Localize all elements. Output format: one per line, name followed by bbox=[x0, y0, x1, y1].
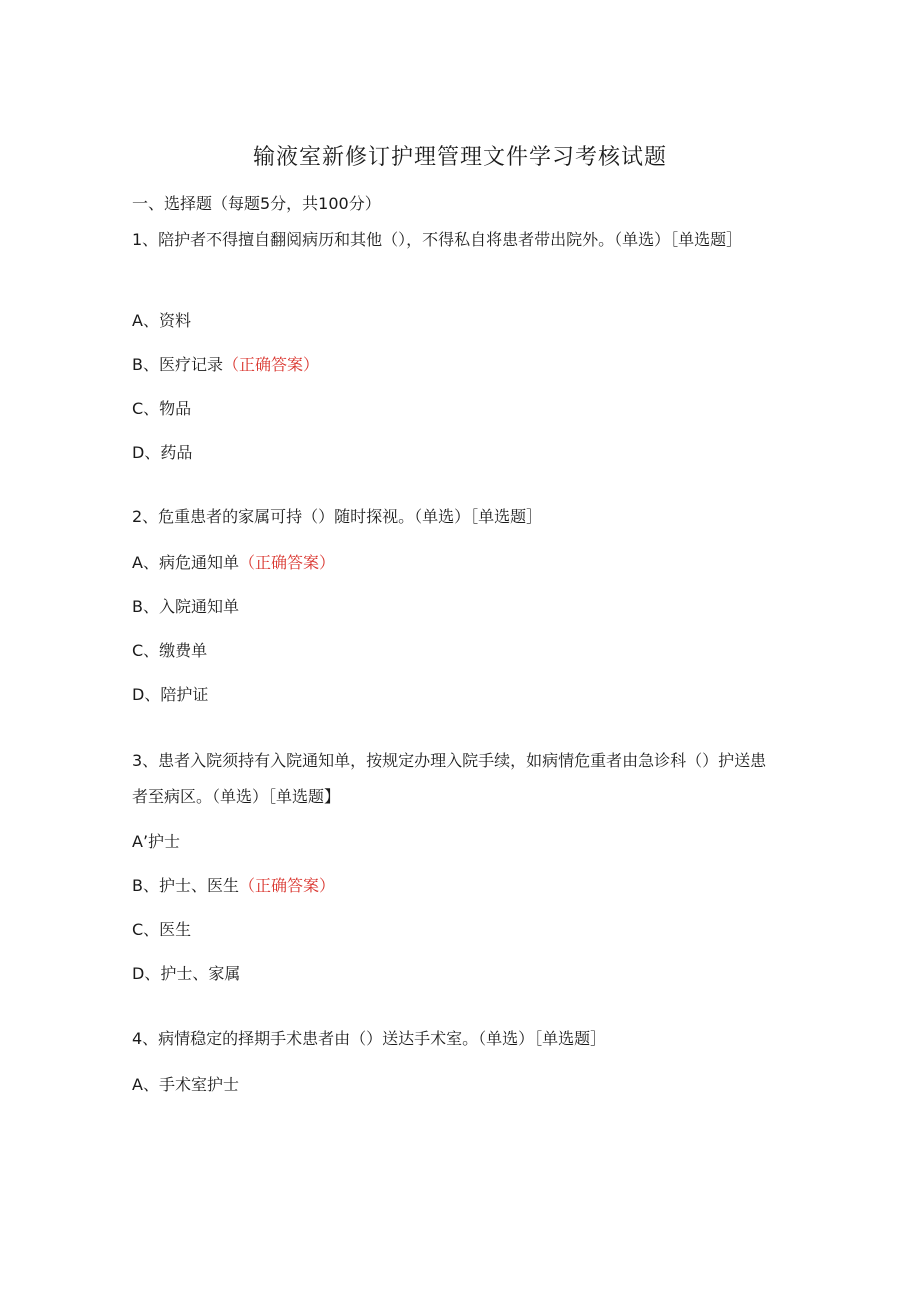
exam-title: 输液室新修订护理管理文件学习考核试题 bbox=[252, 145, 667, 170]
question-2-option-b: B、入院通知单 bbox=[132, 597, 239, 616]
section-heading: 一、选择题（每题5分，共100分） bbox=[132, 194, 381, 213]
question-1-option-d: D、药品 bbox=[132, 443, 193, 462]
question-2-option-d: D、陪护证 bbox=[132, 685, 209, 704]
question-3-option-a: A’护士 bbox=[132, 832, 181, 851]
question-3-option-b: B、护士、医生（正确答案） bbox=[132, 876, 335, 895]
question-3-option-d: D、护士、家属 bbox=[132, 964, 241, 983]
correct-answer-mark: （正确答案） bbox=[238, 876, 335, 895]
question-2-option-a: A、病危通知单（正确答案） bbox=[132, 553, 335, 572]
question-2-option-c: C、缴费单 bbox=[132, 641, 208, 660]
question-4-text: 4、病情稳定的择期手术患者由（）送达手术室。（单选）［单选题］ bbox=[132, 1029, 607, 1048]
question-3-option-c: C、医生 bbox=[132, 920, 192, 939]
question-1-option-a: A、资料 bbox=[132, 311, 191, 330]
question-3-text: 3、患者入院须持有入院通知单，按规定办理入院手续，如病情危重者由急诊科（）护送患者至病区。（单选）［单选题】 bbox=[132, 751, 767, 806]
correct-answer-mark: （正确答案） bbox=[238, 553, 335, 572]
question-2-text: 2、危重患者的家属可持（）随时探视。（单选）［单选题］ bbox=[132, 507, 543, 526]
question-1-option-c: C、物品 bbox=[132, 399, 192, 418]
correct-answer-mark: （正确答案） bbox=[222, 355, 319, 374]
question-1-option-b: B、医疗记录（正确答案） bbox=[132, 355, 319, 374]
question-4-option-a: A、手术室护士 bbox=[132, 1075, 239, 1094]
question-1-text: 1、陪护者不得擅自翻阅病历和其他（），不得私自将患者带出院外。（单选）［单选题］ bbox=[132, 230, 743, 249]
